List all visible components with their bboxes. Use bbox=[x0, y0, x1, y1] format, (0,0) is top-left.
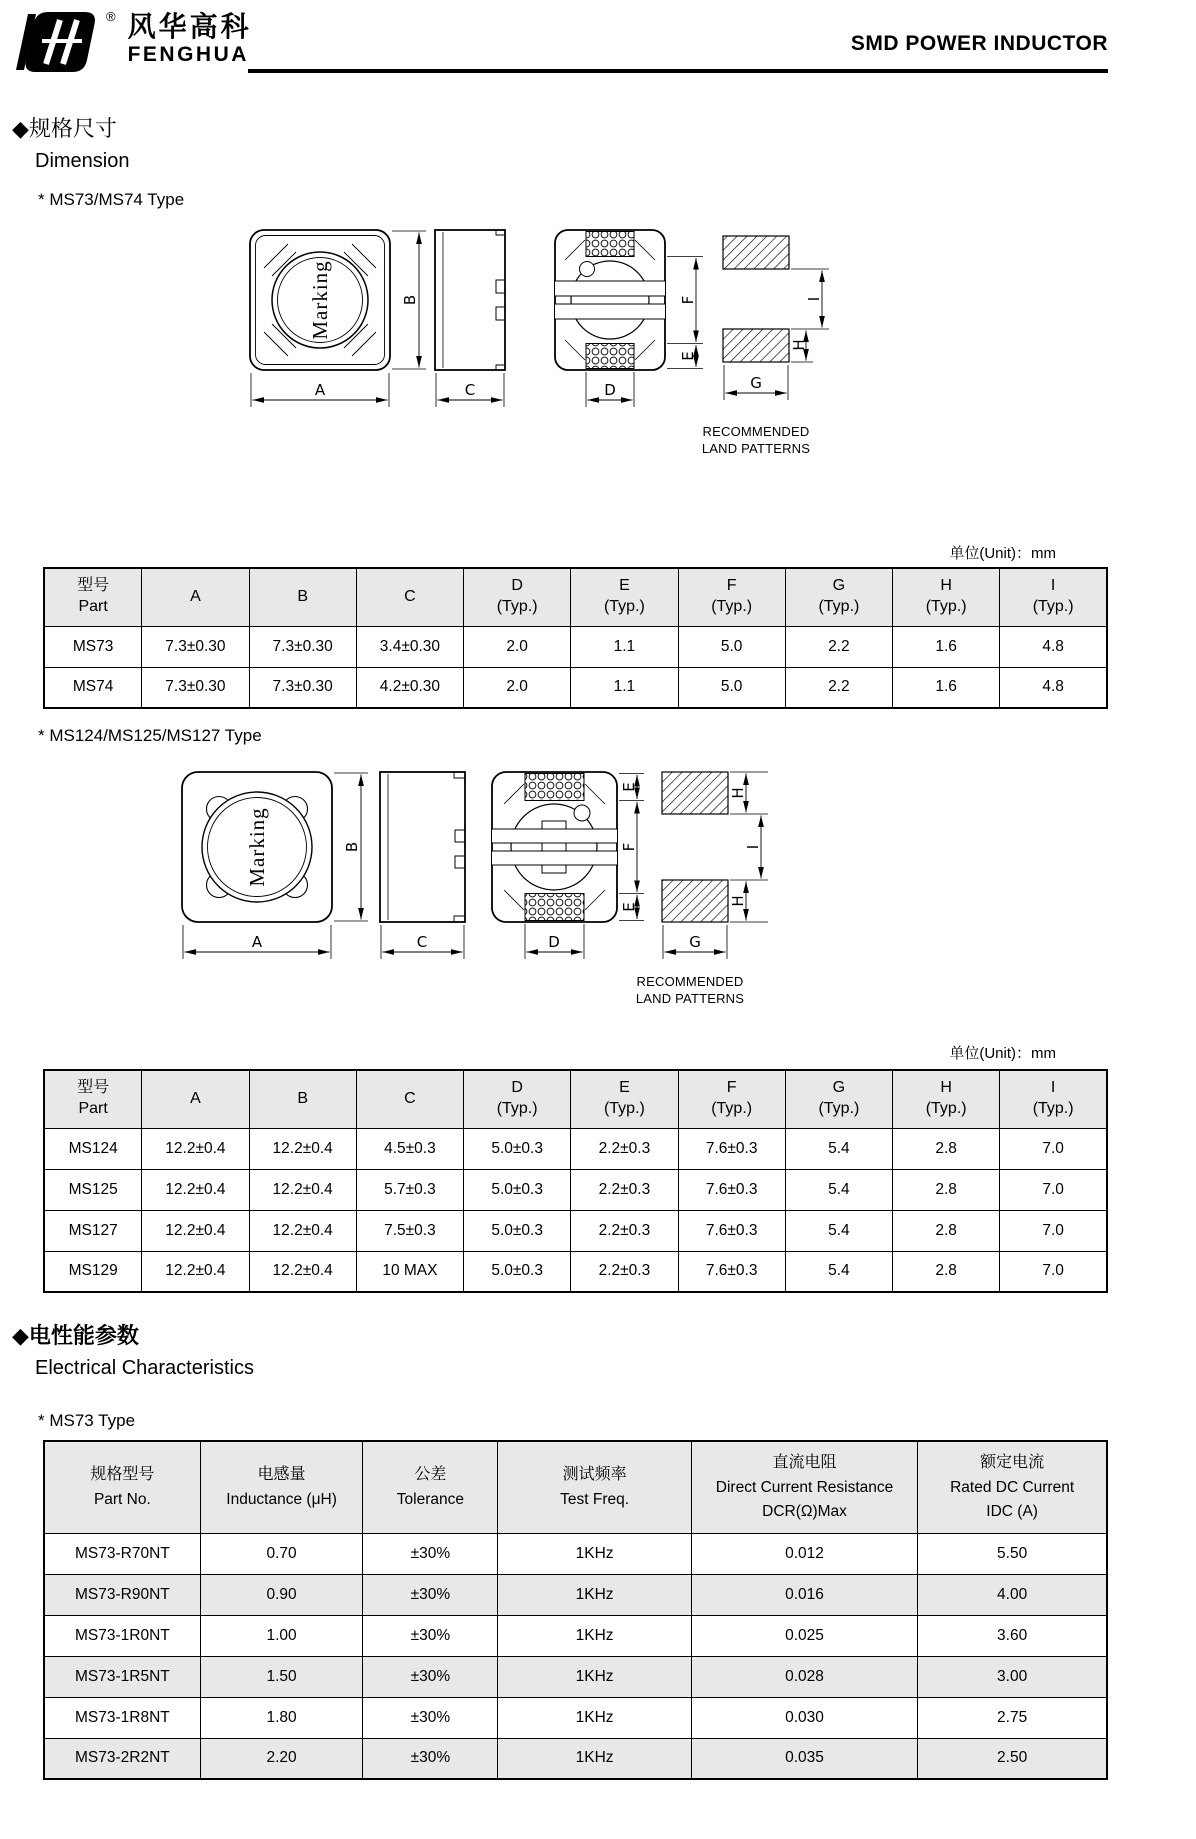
elec-value-cell: 4.00 bbox=[918, 1574, 1107, 1615]
dim-value-cell: 4.8 bbox=[1000, 626, 1107, 667]
dim-value-cell: 5.4 bbox=[785, 1128, 892, 1169]
header-line-en: Direct Current Resistance bbox=[715, 1478, 894, 1496]
elec-value-cell: 5.50 bbox=[918, 1533, 1107, 1574]
part-label-cn: 型号 bbox=[77, 577, 110, 595]
elec-value-cell: 1KHz bbox=[498, 1738, 691, 1779]
ms73-electrical-table bbox=[43, 1440, 1108, 1780]
dim-table-header-row bbox=[44, 1070, 1107, 1128]
brand-text bbox=[128, 12, 252, 66]
dim-column-header bbox=[464, 568, 571, 626]
elec-column-header bbox=[498, 1441, 691, 1533]
dim-value-cell: 2.8 bbox=[893, 1251, 1000, 1292]
elec-column-header bbox=[44, 1441, 200, 1533]
typ-label: (Typ.) bbox=[496, 598, 538, 616]
elec-value-cell: 3.00 bbox=[918, 1656, 1107, 1697]
dim-value-cell: 2.2 bbox=[785, 626, 892, 667]
dim-label-b: B bbox=[401, 294, 419, 306]
elec-value-cell: 1KHz bbox=[498, 1574, 691, 1615]
dim-column-header: C bbox=[356, 1070, 463, 1128]
dim-value-cell: 4.2±0.30 bbox=[356, 667, 463, 708]
dim-value-cell: 10 MAX bbox=[356, 1251, 463, 1292]
header-line-en: Tolerance bbox=[396, 1490, 464, 1508]
dimension-table-head bbox=[44, 568, 1107, 626]
type-label-ms124-ms125-ms127: * MS124/MS125/MS127 Type bbox=[38, 726, 262, 745]
dim-value-cell: 2.8 bbox=[893, 1169, 1000, 1210]
dim-letter: G bbox=[832, 1079, 846, 1097]
header-line-cn: 额定电流 bbox=[980, 1453, 1045, 1471]
dim-column-header bbox=[785, 568, 892, 626]
table-row bbox=[44, 1697, 1107, 1738]
header-line-cn: 电感量 bbox=[257, 1465, 306, 1483]
part-no-cell: MS73-1R5NT bbox=[44, 1656, 200, 1697]
dim-value-cell: 5.4 bbox=[785, 1251, 892, 1292]
dim-column-header: A bbox=[142, 1070, 249, 1128]
elec-value-cell: 3.60 bbox=[918, 1615, 1107, 1656]
part-label-cn: 型号 bbox=[77, 1079, 110, 1097]
elec-value-cell: ±30% bbox=[363, 1697, 498, 1738]
elec-value-cell: ±30% bbox=[363, 1738, 498, 1779]
part-no-cell: MS73-R70NT bbox=[44, 1533, 200, 1574]
elec-column-header bbox=[363, 1441, 498, 1533]
page-title: SMD POWER INDUCTOR bbox=[850, 32, 1108, 55]
dim-value-cell: 1.1 bbox=[571, 667, 678, 708]
ms73-ms74-dimension-table bbox=[43, 567, 1108, 709]
dim-value-cell: 1.6 bbox=[893, 626, 1000, 667]
elec-value-cell: 1KHz bbox=[498, 1697, 691, 1738]
header-line-en: Inductance (μH) bbox=[226, 1490, 337, 1508]
elec-value-cell: ±30% bbox=[363, 1656, 498, 1697]
dim-value-cell: 4.8 bbox=[1000, 667, 1107, 708]
dim-column-header bbox=[785, 1070, 892, 1128]
electrical-heading-en: Electrical Characteristics bbox=[35, 1357, 254, 1379]
elec-value-cell: ±30% bbox=[363, 1533, 498, 1574]
registered-trademark: ® bbox=[106, 9, 116, 24]
part-cell: MS125 bbox=[44, 1169, 142, 1210]
electrical-table-body bbox=[44, 1533, 1107, 1779]
dim-letter: I bbox=[1050, 577, 1056, 595]
dim-column-header bbox=[1000, 568, 1107, 626]
table-row bbox=[44, 1128, 1107, 1169]
dimension-table-head bbox=[44, 1070, 1107, 1128]
dim-value-cell: 2.0 bbox=[464, 667, 571, 708]
elec-column-header bbox=[918, 1441, 1107, 1533]
dim-value-cell: 2.2±0.3 bbox=[571, 1169, 678, 1210]
dim-value-cell: 7.6±0.3 bbox=[678, 1128, 785, 1169]
bottom-view-drawing bbox=[555, 230, 704, 407]
dim-label-f: F bbox=[679, 295, 697, 305]
dim-value-cell: 2.8 bbox=[893, 1128, 1000, 1169]
dimension-table-body bbox=[44, 1128, 1107, 1292]
typ-label: (Typ.) bbox=[925, 1100, 967, 1118]
dim-value-cell: 2.2±0.3 bbox=[571, 1128, 678, 1169]
dim-column-header: A bbox=[142, 568, 249, 626]
fenghua-logo-icon bbox=[12, 8, 100, 76]
unit-label: 单位(Unit)：mm bbox=[949, 1045, 1056, 1062]
dim-value-cell: 12.2±0.4 bbox=[249, 1210, 356, 1251]
dim-value-cell: 7.3±0.30 bbox=[142, 626, 249, 667]
part-label-en: Part bbox=[78, 1100, 108, 1118]
part-cell: MS129 bbox=[44, 1251, 142, 1292]
dim-letter: D bbox=[511, 577, 523, 595]
side-view-drawing bbox=[380, 772, 465, 959]
elec-table-header-row bbox=[44, 1441, 1107, 1533]
ms124-ms127-technical-drawing bbox=[180, 754, 780, 1016]
dim-value-cell: 7.3±0.30 bbox=[249, 626, 356, 667]
type-label-ms73-ms74: * MS73/MS74 Type bbox=[38, 190, 185, 209]
elec-column-header bbox=[200, 1441, 363, 1533]
dim-value-cell: 5.0 bbox=[678, 667, 785, 708]
elec-value-cell: ±30% bbox=[363, 1574, 498, 1615]
elec-value-cell: 0.016 bbox=[691, 1574, 917, 1615]
ms124-ms129-dimension-table bbox=[43, 1069, 1108, 1293]
typ-label: (Typ.) bbox=[818, 1100, 860, 1118]
elec-value-cell: 0.030 bbox=[691, 1697, 917, 1738]
dimension-table-body bbox=[44, 626, 1107, 708]
dim-value-cell: 2.2 bbox=[785, 667, 892, 708]
table-row bbox=[44, 626, 1107, 667]
typ-label: (Typ.) bbox=[925, 598, 967, 616]
dim-letter: F bbox=[726, 577, 737, 595]
header-rule bbox=[248, 69, 1108, 73]
dim-letter: H bbox=[940, 577, 952, 595]
dim-value-cell: 3.4±0.30 bbox=[356, 626, 463, 667]
land-pattern-caption-line1: RECOMMENDED bbox=[636, 974, 744, 989]
elec-value-cell: 1.50 bbox=[200, 1656, 363, 1697]
header-line-cn: 规格型号 bbox=[90, 1465, 155, 1483]
dim-letter: H bbox=[940, 1079, 952, 1097]
part-no-cell: MS73-2R2NT bbox=[44, 1738, 200, 1779]
dim-label-c: C bbox=[416, 933, 428, 951]
dim-value-cell: 1.6 bbox=[893, 667, 1000, 708]
part-cell: MS73 bbox=[44, 626, 142, 667]
top-view-drawing bbox=[182, 772, 368, 959]
dim-letter: E bbox=[619, 577, 630, 595]
dim-column-header bbox=[571, 568, 678, 626]
dim-column-header bbox=[464, 1070, 571, 1128]
dim-value-cell: 5.0±0.3 bbox=[464, 1128, 571, 1169]
brand-name-cn: 风华高科 bbox=[127, 11, 252, 42]
part-label-en: Part bbox=[78, 598, 108, 616]
elec-value-cell: 1.00 bbox=[200, 1615, 363, 1656]
dim-letter: I bbox=[1050, 1079, 1056, 1097]
dim-label-a: A bbox=[314, 381, 326, 399]
dim-value-cell: 12.2±0.4 bbox=[249, 1128, 356, 1169]
dim-value-cell: 7.3±0.30 bbox=[249, 667, 356, 708]
dim-value-cell: 7.0 bbox=[1000, 1128, 1107, 1169]
typ-label: (Typ.) bbox=[603, 1100, 645, 1118]
dim-value-cell: 7.6±0.3 bbox=[678, 1210, 785, 1251]
dim-label-b: B bbox=[343, 841, 361, 853]
dim-column-header bbox=[893, 1070, 1000, 1128]
dim-value-cell: 7.0 bbox=[1000, 1169, 1107, 1210]
dim-value-cell: 1.1 bbox=[571, 626, 678, 667]
elec-value-cell: 0.028 bbox=[691, 1656, 917, 1697]
dim-value-cell: 5.0±0.3 bbox=[464, 1210, 571, 1251]
land-pattern-drawing bbox=[636, 772, 768, 1006]
elec-value-cell: 1.80 bbox=[200, 1697, 363, 1738]
dim-column-header: C bbox=[356, 568, 463, 626]
typ-label: (Typ.) bbox=[711, 1100, 753, 1118]
marking-label: Marking bbox=[308, 260, 332, 340]
dim-label-i: I bbox=[805, 296, 823, 302]
table-row bbox=[44, 1656, 1107, 1697]
table-row bbox=[44, 1251, 1107, 1292]
dim-label-f: F bbox=[620, 842, 638, 852]
part-no-cell: MS73-1R0NT bbox=[44, 1615, 200, 1656]
page-header bbox=[12, 8, 1108, 86]
side-view-drawing bbox=[435, 230, 505, 407]
header-line-en: IDC (A) bbox=[986, 1502, 1038, 1520]
dim-value-cell: 12.2±0.4 bbox=[142, 1128, 249, 1169]
header-line-en: Part No. bbox=[93, 1490, 151, 1508]
dim-value-cell: 2.2±0.3 bbox=[571, 1210, 678, 1251]
dim-value-cell: 7.0 bbox=[1000, 1251, 1107, 1292]
elec-column-header bbox=[691, 1441, 917, 1533]
dim-value-cell: 5.4 bbox=[785, 1210, 892, 1251]
elec-value-cell: 2.20 bbox=[200, 1738, 363, 1779]
dim-value-cell: 12.2±0.4 bbox=[249, 1169, 356, 1210]
type-label-ms73-electrical: * MS73 Type bbox=[38, 1411, 136, 1430]
land-pattern-caption-line1: RECOMMENDED bbox=[702, 424, 810, 439]
part-no-cell: MS73-1R8NT bbox=[44, 1697, 200, 1738]
dim-value-cell: 2.2±0.3 bbox=[571, 1251, 678, 1292]
bottom-view-drawing bbox=[492, 772, 645, 959]
dim-label-e2: E bbox=[620, 902, 638, 912]
header-line-en: Rated DC Current bbox=[950, 1478, 1075, 1496]
dim-table-header-row bbox=[44, 568, 1107, 626]
dim-value-cell: 5.7±0.3 bbox=[356, 1169, 463, 1210]
marking-label: Marking bbox=[245, 807, 269, 887]
dim-value-cell: 12.2±0.4 bbox=[142, 1210, 249, 1251]
header-line-en: DCR(Ω)Max bbox=[762, 1502, 847, 1520]
elec-value-cell: 2.50 bbox=[918, 1738, 1107, 1779]
dim-value-cell: 5.0 bbox=[678, 626, 785, 667]
table-row bbox=[44, 1210, 1107, 1251]
ms73-ms74-technical-drawing bbox=[205, 216, 835, 456]
dim-label-i: I bbox=[744, 844, 762, 850]
dim-value-cell: 7.0 bbox=[1000, 1210, 1107, 1251]
dim-value-cell: 7.6±0.3 bbox=[678, 1169, 785, 1210]
dim-value-cell: 12.2±0.4 bbox=[142, 1251, 249, 1292]
dim-label-h: H bbox=[790, 339, 808, 351]
dim-column-header: B bbox=[249, 1070, 356, 1128]
elec-value-cell: 0.025 bbox=[691, 1615, 917, 1656]
table-row bbox=[44, 667, 1107, 708]
brand-name-en: FENGHUA bbox=[127, 42, 249, 66]
dim-value-cell: 7.5±0.3 bbox=[356, 1210, 463, 1251]
typ-label: (Typ.) bbox=[711, 598, 753, 616]
part-cell: MS74 bbox=[44, 667, 142, 708]
land-pattern-caption-line2: LAND PATTERNS bbox=[701, 441, 811, 456]
table-row bbox=[44, 1533, 1107, 1574]
dim-label-g: G bbox=[689, 933, 701, 951]
dimension-heading-cn: ◆规格尺寸 bbox=[12, 116, 117, 141]
dim-column-header: B bbox=[249, 568, 356, 626]
dim-letter: F bbox=[726, 1079, 737, 1097]
elec-value-cell: 0.012 bbox=[691, 1533, 917, 1574]
dimension-heading-en: Dimension bbox=[35, 150, 130, 172]
header-line-cn: 测试频率 bbox=[562, 1465, 627, 1483]
dim-label-d: D bbox=[604, 381, 616, 399]
dim-label-e: E bbox=[620, 782, 638, 792]
header-line-cn: 直流电阻 bbox=[772, 1453, 837, 1471]
dim-value-cell: 5.4 bbox=[785, 1169, 892, 1210]
unit-label: 单位(Unit)：mm bbox=[949, 545, 1056, 562]
typ-label: (Typ.) bbox=[818, 598, 860, 616]
elec-value-cell: 1KHz bbox=[498, 1656, 691, 1697]
electrical-heading-cn: ◆电性能参数 bbox=[12, 1323, 139, 1348]
elec-value-cell: ±30% bbox=[363, 1615, 498, 1656]
dim-value-cell: 2.0 bbox=[464, 626, 571, 667]
typ-label: (Typ.) bbox=[603, 598, 645, 616]
land-pattern-drawing bbox=[702, 236, 829, 456]
dim-column-header bbox=[571, 1070, 678, 1128]
part-cell: MS124 bbox=[44, 1128, 142, 1169]
dim-label-h2: H bbox=[729, 895, 747, 907]
electrical-table-head bbox=[44, 1441, 1107, 1533]
part-cell: MS127 bbox=[44, 1210, 142, 1251]
top-view-drawing bbox=[250, 230, 426, 407]
dim-label-a: A bbox=[251, 933, 263, 951]
typ-label: (Typ.) bbox=[1032, 598, 1074, 616]
dim-column-header bbox=[1000, 1070, 1107, 1128]
dim-letter: E bbox=[619, 1079, 630, 1097]
header-line-en: Test Freq. bbox=[560, 1490, 630, 1508]
dim-value-cell: 2.8 bbox=[893, 1210, 1000, 1251]
dim-value-cell: 4.5±0.3 bbox=[356, 1128, 463, 1169]
dim-value-cell: 7.3±0.30 bbox=[142, 667, 249, 708]
typ-label: (Typ.) bbox=[1032, 1100, 1074, 1118]
elec-value-cell: 1KHz bbox=[498, 1615, 691, 1656]
land-pattern-caption-line2: LAND PATTERNS bbox=[635, 991, 745, 1006]
dim-label-h: H bbox=[729, 787, 747, 799]
dim-label-e: E bbox=[679, 351, 697, 361]
table-row bbox=[44, 1169, 1107, 1210]
dim-column-header bbox=[678, 568, 785, 626]
dim-letter: G bbox=[832, 577, 846, 595]
typ-label: (Typ.) bbox=[496, 1100, 538, 1118]
dim-label-g: G bbox=[750, 374, 762, 392]
dim-value-cell: 5.0±0.3 bbox=[464, 1169, 571, 1210]
dim-value-cell: 7.6±0.3 bbox=[678, 1251, 785, 1292]
table-row bbox=[44, 1738, 1107, 1779]
dim-value-cell: 12.2±0.4 bbox=[142, 1169, 249, 1210]
header-line-cn: 公差 bbox=[414, 1465, 447, 1483]
elec-value-cell: 0.035 bbox=[691, 1738, 917, 1779]
table-row bbox=[44, 1574, 1107, 1615]
elec-value-cell: 1KHz bbox=[498, 1533, 691, 1574]
part-column-header bbox=[44, 1070, 142, 1128]
elec-value-cell: 0.90 bbox=[200, 1574, 363, 1615]
dim-value-cell: 5.0±0.3 bbox=[464, 1251, 571, 1292]
elec-value-cell: 2.75 bbox=[918, 1697, 1107, 1738]
elec-value-cell: 0.70 bbox=[200, 1533, 363, 1574]
dim-label-d: D bbox=[548, 933, 560, 951]
table-row bbox=[44, 1615, 1107, 1656]
part-no-cell: MS73-R90NT bbox=[44, 1574, 200, 1615]
dim-column-header bbox=[893, 568, 1000, 626]
part-column-header bbox=[44, 568, 142, 626]
dim-column-header bbox=[678, 1070, 785, 1128]
dim-value-cell: 12.2±0.4 bbox=[249, 1251, 356, 1292]
dim-label-c: C bbox=[464, 381, 476, 399]
dim-letter: D bbox=[511, 1079, 523, 1097]
